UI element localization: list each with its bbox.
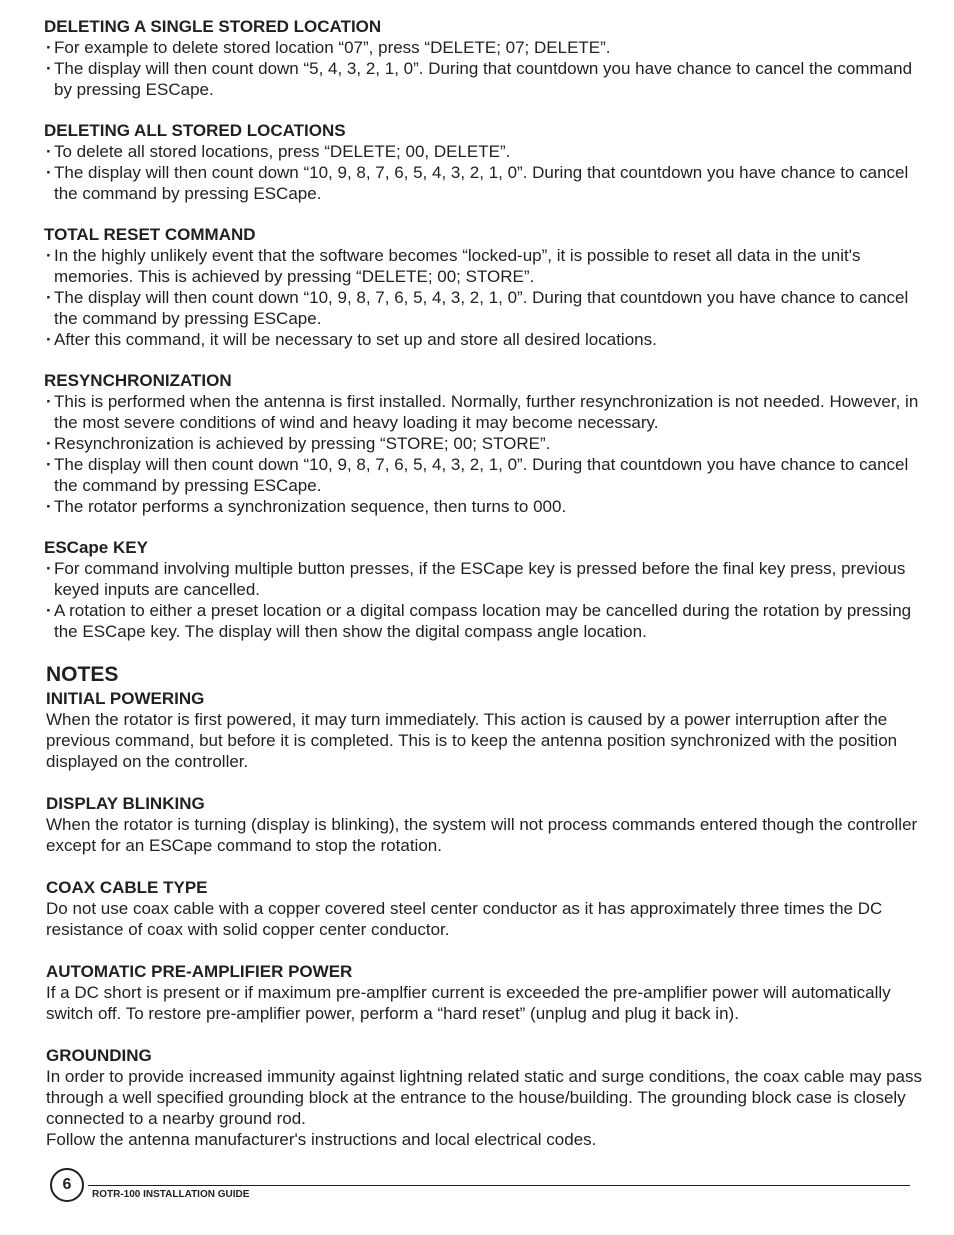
footer-label: ROTR-100 INSTALLATION GUIDE: [92, 1189, 250, 1200]
bullet-item: · For example to delete stored location “07”, press “DELETE; 07; DELETE”.: [44, 37, 934, 58]
notes-title: NOTES: [46, 663, 119, 686]
note: [44, 961, 934, 1024]
page-number: 6: [50, 1168, 84, 1202]
section-heading: TOTAL RESET COMMAND: [44, 225, 256, 244]
bullet-item: · In the highly unlikely event that the software becomes “locked-up”, it is possible to reset all data in the unit's memories. This is achieved by pressing “DELETE; 00; STORE”.: [44, 245, 934, 287]
note-paragraph: When the rotator is turning (display is blinking), the system will not process commands entered though the controller except for an ESCape command to stop the rotation.: [46, 815, 918, 855]
note: [44, 877, 934, 940]
bullet-item: · The display will then count down “10, 9, 8, 7, 6, 5, 4, 3, 2, 1, 0”. During that countdown you have chance to cancel the command by pressing ESCape.: [44, 287, 934, 329]
section-heading: ESCape KEY: [44, 538, 148, 557]
section: [44, 120, 934, 204]
bullet-list: [44, 245, 934, 350]
note-heading: AUTOMATIC PRE-AMPLIFIER POWER: [46, 962, 353, 981]
bullet-list: [44, 141, 934, 204]
command-sections: [44, 16, 934, 642]
bullet-item: · The display will then count down “10, 9, 8, 7, 6, 5, 4, 3, 2, 1, 0”. During that countdown you have chance to cancel the command by pressing ESCape.: [44, 454, 934, 496]
bullet-item: · After this command, it will be necessary to set up and store all desired locations.: [44, 329, 934, 350]
bullet-item: · Resynchronization is achieved by pressing “STORE; 00; STORE”.: [44, 433, 934, 454]
bullet-list: [44, 558, 934, 642]
section: [44, 16, 934, 100]
bullet-item: · This is performed when the antenna is first installed. Normally, further resynchronization is not needed. However, in the most severe conditions of wind and heavy loading it may become necessary.: [44, 391, 934, 433]
notes-list: [44, 688, 934, 1150]
note-paragraph: When the rotator is first powered, it may turn immediately. This action is caused by a power interruption after the previous command, but before it is completed. This is to keep the antenna position synchronized with the position displayed on the controller.: [46, 710, 898, 771]
note-paragraph: Follow the antenna manufacturer's instructions and local electrical codes.: [46, 1130, 597, 1149]
bullet-list: [44, 391, 934, 517]
page-content: [44, 16, 934, 1171]
note: [44, 1045, 934, 1150]
note-heading: GROUNDING: [46, 1046, 152, 1065]
bullet-item: · The display will then count down “10, 9, 8, 7, 6, 5, 4, 3, 2, 1, 0”. During that countdown you have chance to cancel the command by pressing ESCape.: [44, 162, 934, 204]
note-paragraph: If a DC short is present or if maximum pre-amplfier current is exceeded the pre-amplifier power will automatically switch off. To restore pre-amplifier power, perform a “hard reset” (unplug and plug it back in).: [46, 983, 891, 1023]
section: [44, 224, 934, 350]
note: [44, 688, 934, 772]
section-heading: DELETING A SINGLE STORED LOCATION: [44, 17, 382, 36]
bullet-item: · The rotator performs a synchronization sequence, then turns to 000.: [44, 496, 934, 517]
note-paragraph: Do not use coax cable with a copper covered steel center conductor as it has approximately three times the DC resistance of coax with solid copper center conductor.: [46, 899, 883, 939]
bullet-item: · For command involving multiple button presses, if the ESCape key is pressed before the final key press, previous keyed inputs are cancelled.: [44, 558, 934, 600]
footer-divider: [88, 1185, 910, 1186]
bullet-item: · A rotation to either a preset location or a digital compass location may be cancelled during the rotation by pressing the ESCape key. The display will then show the digital compass angle location.: [44, 600, 934, 642]
bullet-item: · To delete all stored locations, press “DELETE; 00, DELETE”.: [44, 141, 934, 162]
note-heading: COAX CABLE TYPE: [46, 878, 208, 897]
note-heading: DISPLAY BLINKING: [46, 794, 205, 813]
section-heading: RESYNCHRONIZATION: [44, 371, 232, 390]
section: [44, 370, 934, 517]
section-heading: DELETING ALL STORED LOCATIONS: [44, 121, 346, 140]
section: [44, 537, 934, 642]
bullet-item: · The display will then count down “5, 4, 3, 2, 1, 0”. During that countdown you have chance to cancel the command by pressing ESCape.: [44, 58, 934, 100]
note: [44, 793, 934, 856]
bullet-list: [44, 37, 934, 100]
note-heading: INITIAL POWERING: [46, 689, 205, 708]
note-paragraph: In order to provide increased immunity against lightning related static and surge conditions, the coax cable may pass through a well specified grounding block at the entrance to the house/building. The grounding block case is closely connected to a nearby ground rod.: [46, 1067, 922, 1128]
